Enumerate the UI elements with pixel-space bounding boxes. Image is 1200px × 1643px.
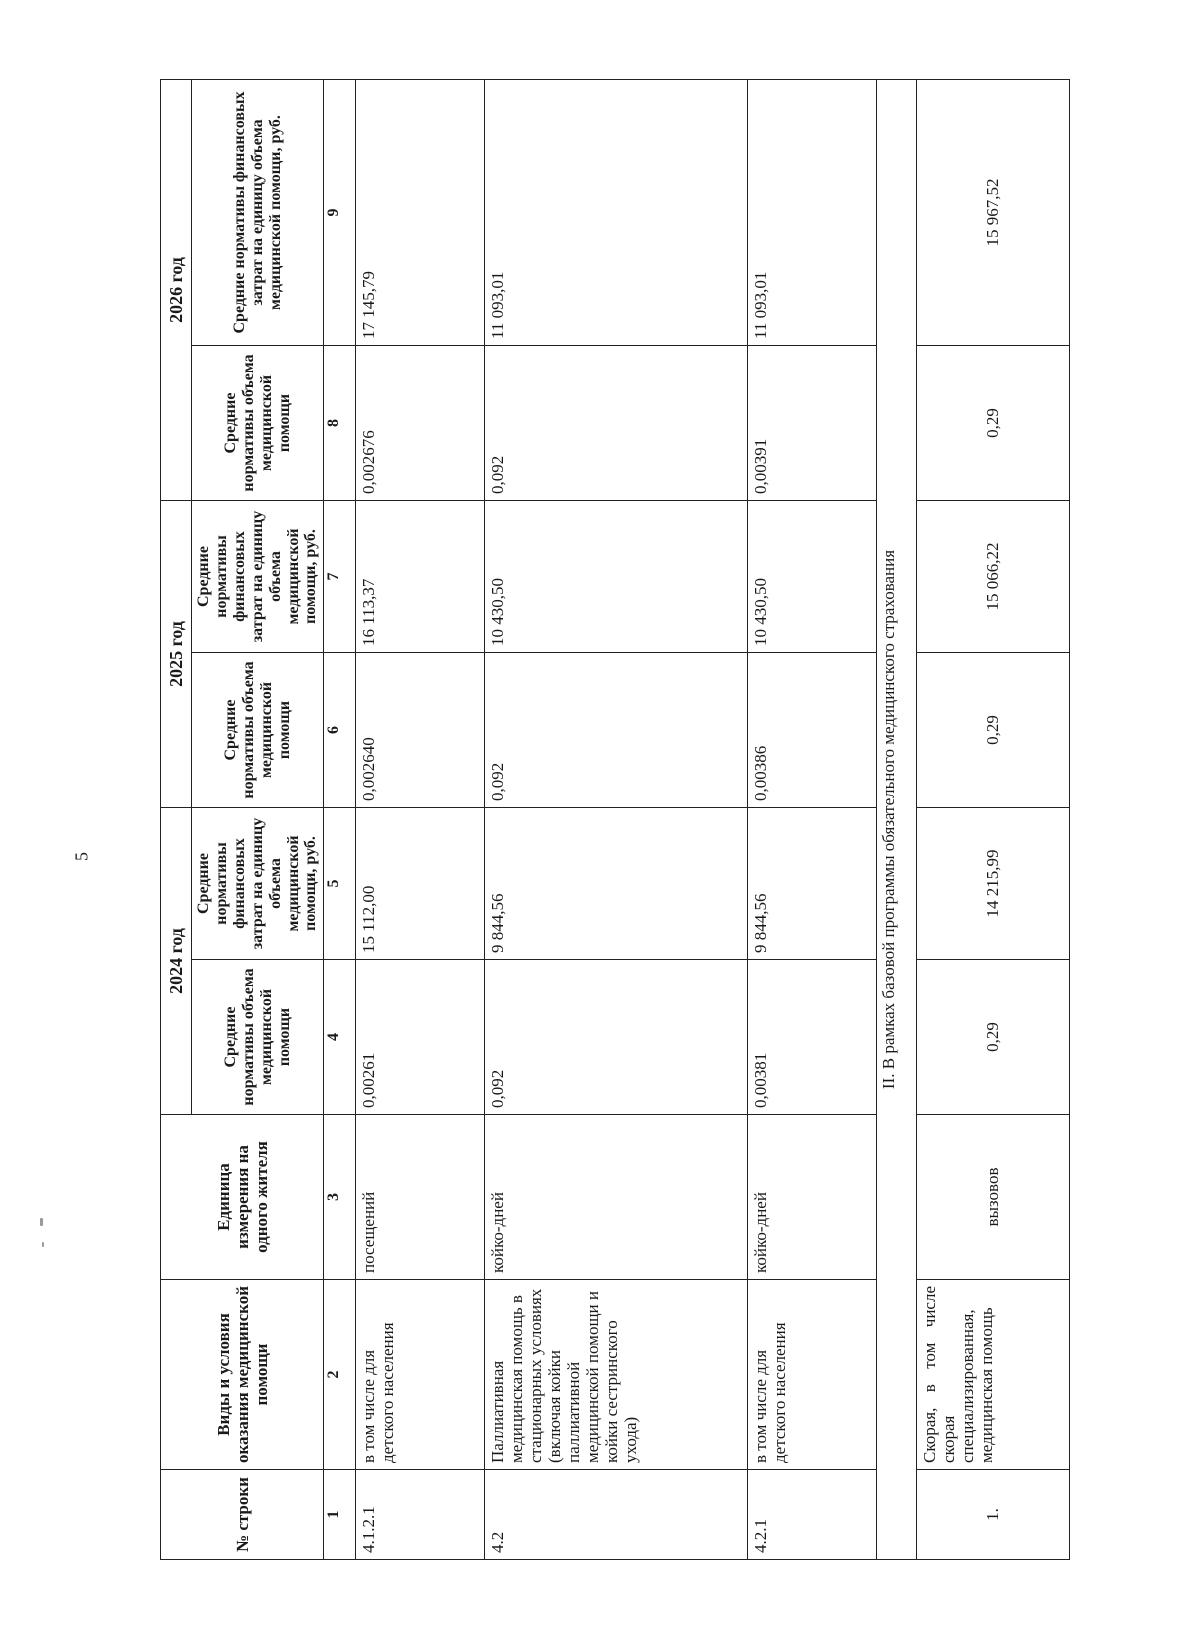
- cell-row-no: 4.1.2.1: [355, 1470, 484, 1560]
- cell-volume-2026: 0,002676: [355, 346, 484, 501]
- cell-volume-2025: 0,29: [916, 653, 1069, 808]
- column-number: 6: [324, 653, 355, 808]
- cell-cost-2024: 14 215,99: [916, 808, 1069, 960]
- medical-care-norms-table: [160, 79, 1070, 1560]
- cell-row-no: 1.: [916, 1470, 1069, 1560]
- cell-cost-2026: 17 145,79: [355, 80, 484, 346]
- cell-cost-2024: 9 844,56: [484, 808, 747, 960]
- scan-speck: [40, 1218, 43, 1226]
- cell-cost-2026: 15 967,52: [916, 80, 1069, 346]
- header-care-type: Виды и условия оказания медицинской помощи: [161, 1280, 324, 1470]
- column-number: 9: [324, 80, 355, 346]
- header-year-2024: 2024 год: [161, 808, 192, 1115]
- cell-volume-2024: 0,29: [916, 960, 1069, 1115]
- cell-volume-2026: 0,092: [484, 346, 747, 501]
- header-volume-norm: Средние нормативы объема медицинской помощи: [192, 960, 324, 1115]
- cell-volume-2024: 0,092: [484, 960, 747, 1115]
- cell-row-no: 4.2.1: [747, 1470, 876, 1560]
- header-cost-norm: Средние нормативы финансовых затрат на единицу объема медицинской помощи, руб.: [192, 80, 324, 346]
- column-number: 7: [324, 501, 355, 653]
- cell-unit: вызовов: [916, 1115, 1069, 1280]
- header-row-no: № строки: [161, 1470, 324, 1560]
- header-year-2025: 2025 год: [161, 501, 192, 808]
- cell-cost-2024: 15 112,00: [355, 808, 484, 960]
- cell-cost-2024: 9 844,56: [747, 808, 876, 960]
- cell-volume-2024: 0,00381: [747, 960, 876, 1115]
- cell-cost-2025: 10 430,50: [747, 501, 876, 653]
- cell-volume-2025: 0,092: [484, 653, 747, 808]
- column-number: 8: [324, 346, 355, 501]
- cell-cost-2025: 15 066,22: [916, 501, 1069, 653]
- page-number: 5: [71, 852, 92, 861]
- table-row: [747, 80, 876, 1560]
- cell-row-no: 4.2: [484, 1470, 747, 1560]
- column-number: 2: [324, 1280, 355, 1470]
- cell-unit: койко-дней: [484, 1115, 747, 1280]
- column-number: 1: [324, 1470, 355, 1560]
- cell-cost-2025: 16 113,37: [355, 501, 484, 653]
- cell-care-type: Паллиативная медицинская помощь в стационарных условиях (включая койки паллиативной медицинской помощи и койки сестринского ухода): [484, 1280, 747, 1470]
- cell-cost-2026: 11 093,01: [747, 80, 876, 346]
- header-volume-norm: Средние нормативы объема медицинской помощи: [192, 346, 324, 501]
- cell-cost-2026: 11 093,01: [484, 80, 747, 346]
- cell-care-type: Скорая, в том числе скорая специализированная, медицинская помощь: [916, 1280, 1069, 1470]
- header-cost-norm: Средние нормативы финансовых затрат на единицу объема медицинской помощи, руб.: [192, 808, 324, 960]
- rotated-table-frame: [160, 80, 1080, 1560]
- table-row: [355, 80, 484, 1560]
- cell-cost-2025: 10 430,50: [484, 501, 747, 653]
- section-header-row: [876, 80, 916, 1560]
- column-number: 3: [324, 1115, 355, 1280]
- cell-unit: посещений: [355, 1115, 484, 1280]
- cell-unit: койко-дней: [747, 1115, 876, 1280]
- cell-volume-2025: 0,00386: [747, 653, 876, 808]
- cell-volume-2025: 0,002640: [355, 653, 484, 808]
- header-year-2026: 2026 год: [161, 80, 192, 501]
- table-row: [484, 80, 747, 1560]
- cell-volume-2026: 0,00391: [747, 346, 876, 501]
- column-number: 5: [324, 808, 355, 960]
- column-number: 4: [324, 960, 355, 1115]
- header-volume-norm: Средние нормативы объема медицинской помощи: [192, 653, 324, 808]
- cell-volume-2026: 0,29: [916, 346, 1069, 501]
- header-unit: Единица измерения на одного жителя: [161, 1115, 324, 1280]
- cell-care-type: в том числе для детского населения: [355, 1280, 484, 1470]
- cell-volume-2024: 0,00261: [355, 960, 484, 1115]
- header-cost-norm: Средние нормативы финансовых затрат на единицу объема медицинской помощи, руб.: [192, 501, 324, 653]
- scan-speck: [42, 1242, 44, 1247]
- header-row-years: [161, 80, 192, 1560]
- cell-care-type: в том числе для детского населения: [747, 1280, 876, 1470]
- table-row: [916, 80, 1069, 1560]
- section-title: II. В рамках базовой программы обязательного медицинского страхования: [876, 80, 916, 1560]
- column-number-row: [324, 80, 355, 1560]
